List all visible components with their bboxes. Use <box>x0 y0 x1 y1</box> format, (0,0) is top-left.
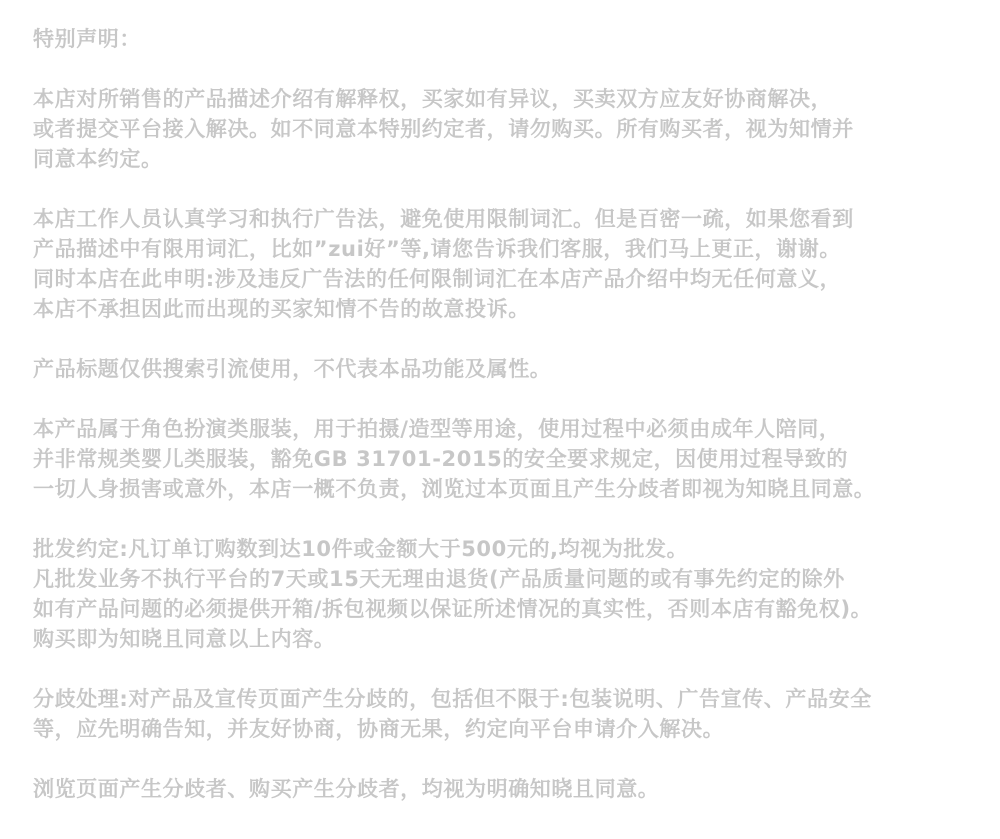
text-line: 同意本约定。 <box>33 147 163 171</box>
text-line: 或者提交平台接入解决。如不同意本特别约定者，请勿购买。所有购买者，视为知情并 <box>33 117 854 141</box>
paragraph-acknowledgement <box>33 774 993 804</box>
text-line: 并非常规类婴儿类服装，豁免GB 31701-2015的安全要求规定，因使用过程导致的 <box>33 447 848 471</box>
text-line: 产品标题仅供搜索引流使用，不代表本品功能及属性。 <box>33 357 552 381</box>
paragraph-dispute-handling <box>33 684 993 744</box>
paragraph-gap <box>33 384 993 414</box>
text-line: 本店对所销售的产品描述介绍有解释权，买家如有异议，买卖双方应友好协商解决， <box>33 87 833 111</box>
text-line: 本产品属于角色扮演类服装，用于拍摄/造型等用途，使用过程中必须由成年人陪同， <box>33 417 841 441</box>
paragraph-costume-safety <box>33 414 993 504</box>
paragraph-gap <box>33 174 993 204</box>
text-line: 一切人身损害或意外，本店一概不负责，浏览过本页面且产生分歧者即视为知晓且同意。 <box>33 477 876 501</box>
disclaimer-document <box>33 24 993 804</box>
paragraph-gap <box>33 54 993 84</box>
text-line: 同时本店在此申明:涉及违反广告法的任何限制词汇在本店产品介绍中均无任何意义， <box>33 267 842 291</box>
paragraph-gap <box>33 654 993 684</box>
paragraph-wholesale <box>33 534 993 654</box>
paragraph-advertising-law <box>33 204 993 324</box>
text-line: 本店不承担因此而出现的买家知情不告的故意投诉。 <box>33 297 530 321</box>
paragraph-product-title <box>33 354 993 384</box>
text-line: 分歧处理:对产品及宣传页面产生分歧的，包括但不限于:包装说明、广告宣传、产品安全 <box>33 687 872 711</box>
text-line: 产品描述中有限用词汇，比如”zui好”等,请您告诉我们客服，我们马上更正，谢谢。 <box>33 237 841 261</box>
text-line: 如有产品问题的必须提供开箱/拆包视频以保证所述情况的真实性，否则本店有豁免权)。 <box>33 597 873 621</box>
text-line: 批发约定:凡订单订购数到达10件或金额大于500元的,均视为批发。 <box>33 537 689 561</box>
text-line: 本店工作人员认真学习和执行广告法，避免使用限制词汇。但是百密一疏，如果您看到 <box>33 207 854 231</box>
paragraph-gap <box>33 324 993 354</box>
text-line: 等，应先明确告知，并友好协商，协商无果，约定向平台申请介入解决。 <box>33 717 725 741</box>
text-line: 凡批发业务不执行平台的7天或15天无理由退货(产品质量问题的或有事先约定的除外 <box>33 567 845 591</box>
paragraph-gap <box>33 744 993 774</box>
paragraph-gap <box>33 504 993 534</box>
disclaimer-title: 特别声明： <box>33 27 141 51</box>
text-line: 购买即为知晓且同意以上内容。 <box>33 627 336 651</box>
paragraph-explanation-rights <box>33 84 993 174</box>
text-line: 浏览页面产生分歧者、购买产生分歧者，均视为明确知晓且同意。 <box>33 777 660 801</box>
